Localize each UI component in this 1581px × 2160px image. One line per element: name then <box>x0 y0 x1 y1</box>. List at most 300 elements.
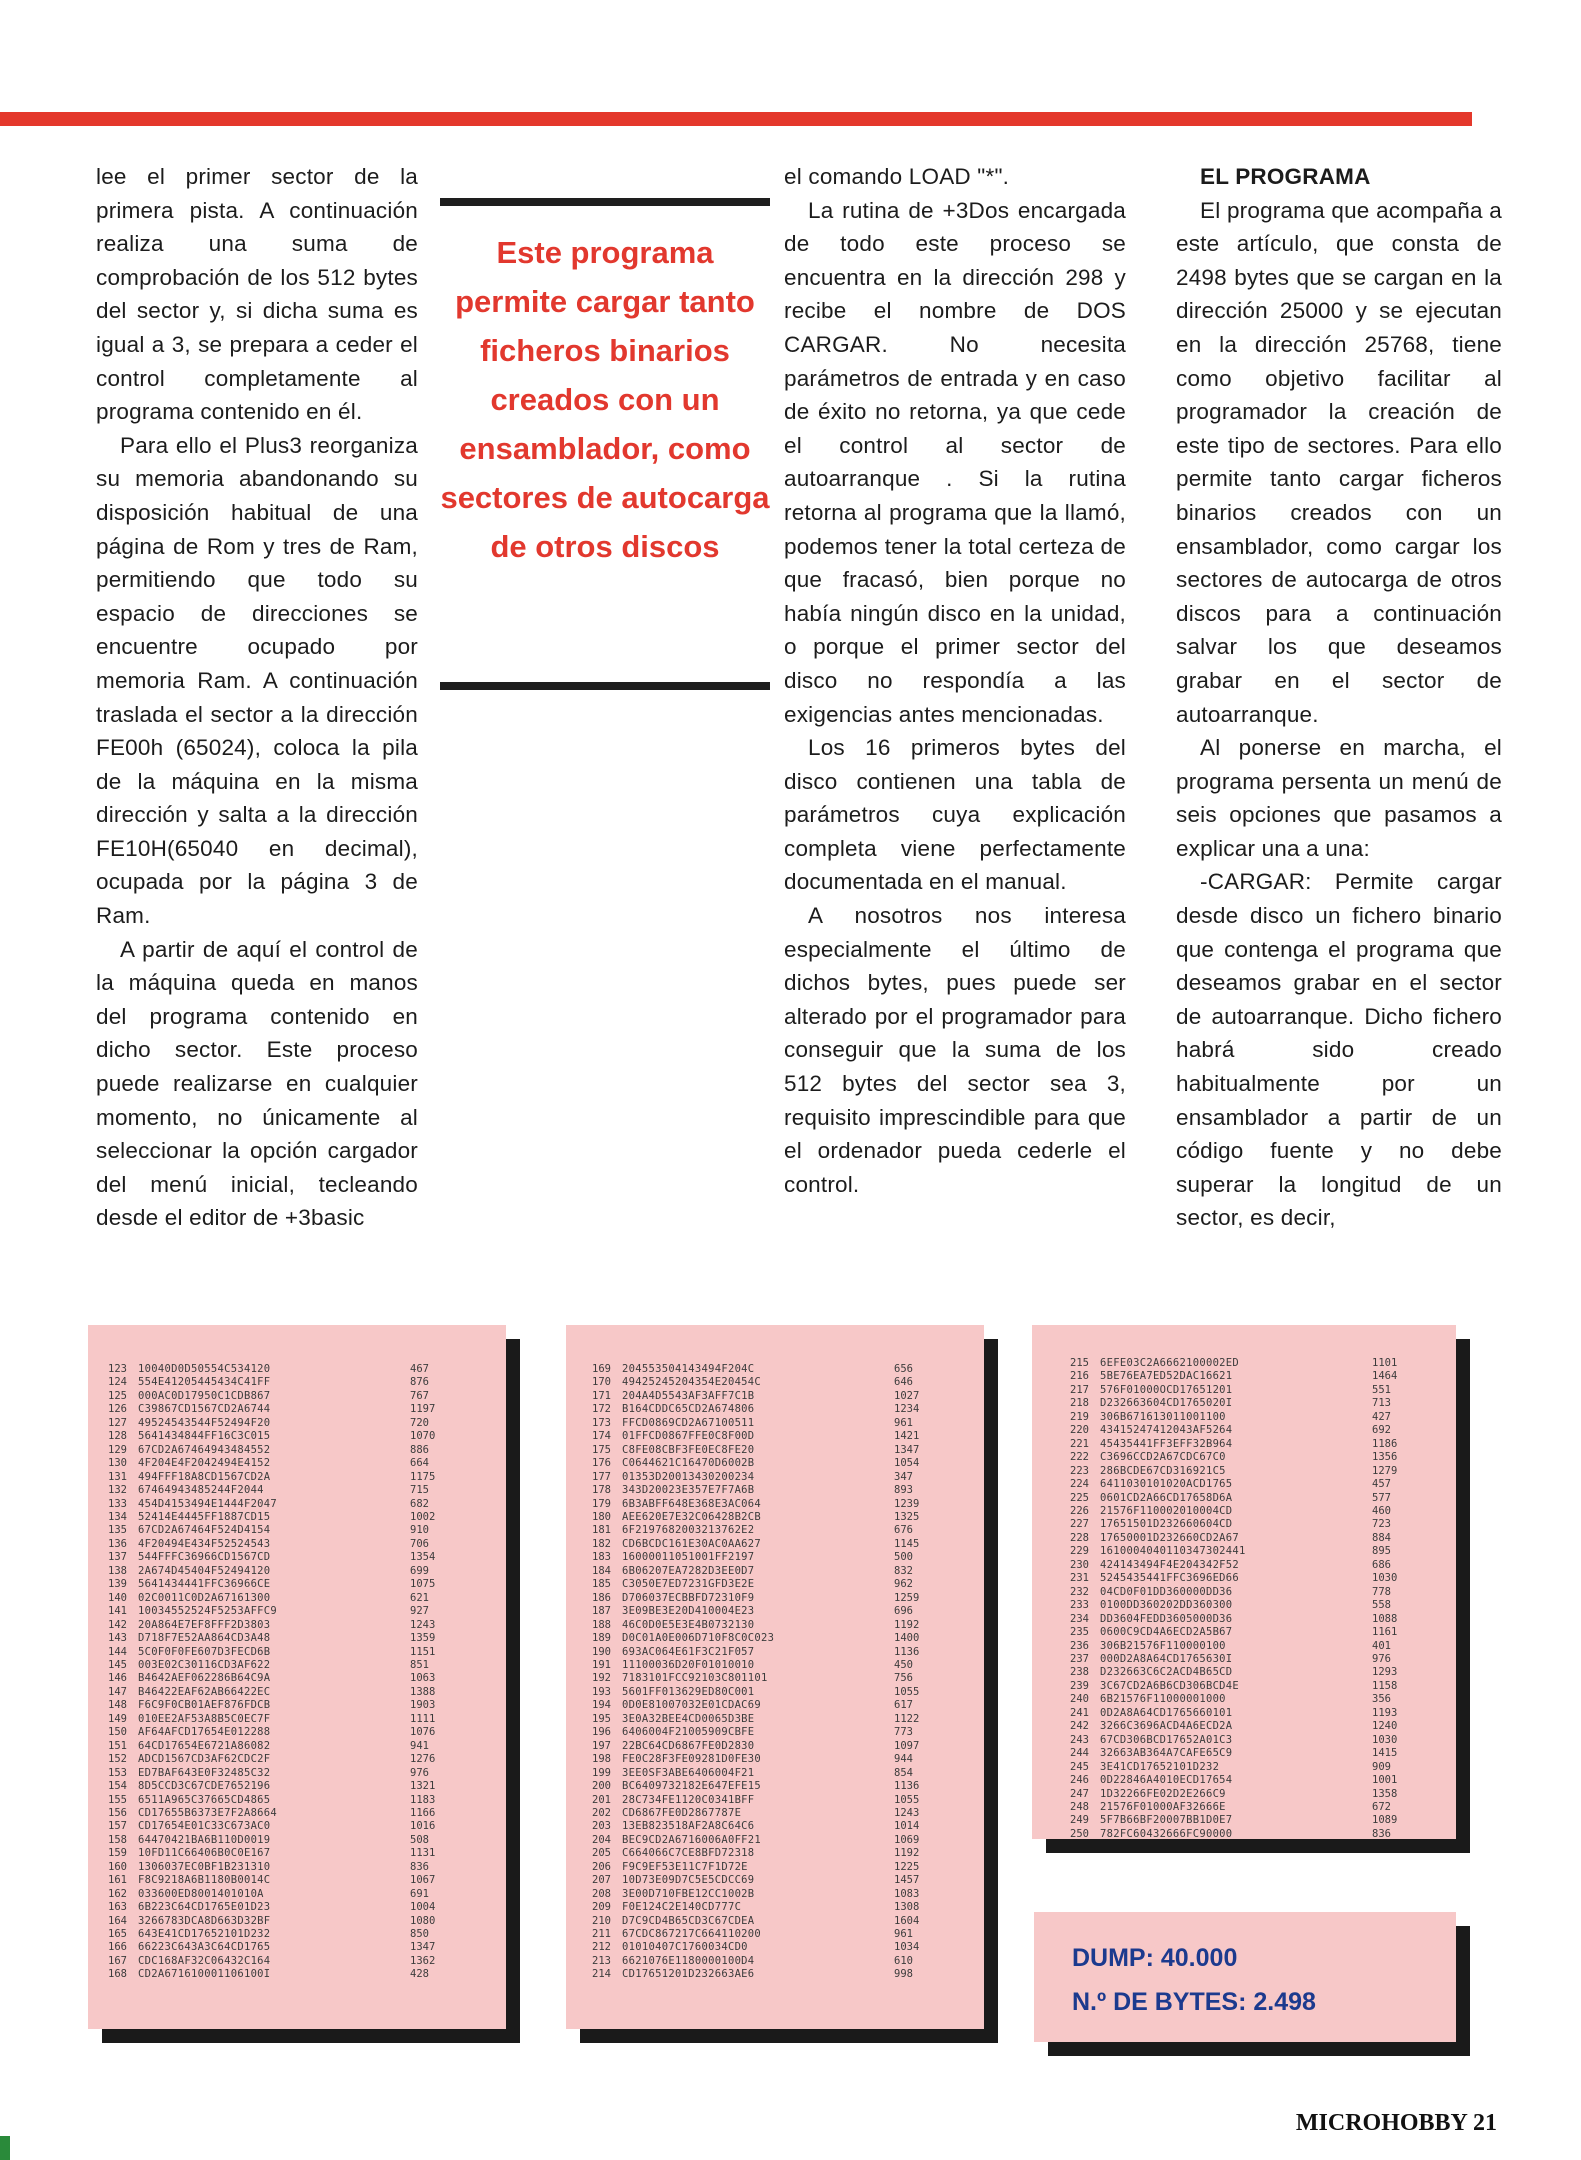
checksum: 457 <box>1372 1478 1391 1491</box>
listing-row <box>592 1430 984 1443</box>
line-number: 233 <box>1070 1599 1089 1612</box>
checksum: 577 <box>1372 1491 1391 1504</box>
listing-row <box>108 1780 506 1793</box>
checksum: 1225 <box>894 1860 920 1873</box>
line-number: 192 <box>592 1672 611 1685</box>
line-number: 207 <box>592 1874 611 1887</box>
checksum: 1054 <box>894 1457 920 1470</box>
checksum: 1101 <box>1372 1357 1398 1369</box>
checksum: 672 <box>1372 1800 1391 1813</box>
hex-bytes: 204553504143494F204C <box>622 1363 755 1375</box>
listing-row <box>108 1874 506 1887</box>
checksum: 1175 <box>410 1470 436 1483</box>
line-number: 198 <box>592 1753 611 1766</box>
listing-row <box>1070 1357 1456 1370</box>
checksum: 508 <box>410 1833 429 1846</box>
checksum: 696 <box>894 1605 913 1618</box>
checksum: 356 <box>1372 1693 1391 1706</box>
line-number: 238 <box>1070 1666 1089 1679</box>
line-number: 234 <box>1070 1612 1089 1625</box>
hex-bytes: 0100DD360202DD360300 <box>1100 1599 1233 1612</box>
hex-bytes: D232663C6C2ACD4B65CD <box>1100 1666 1233 1679</box>
line-number: 142 <box>108 1618 127 1631</box>
checksum: 450 <box>894 1658 913 1671</box>
checksum: 1016 <box>410 1820 436 1833</box>
checksum: 610 <box>894 1954 913 1967</box>
listing-row <box>592 1740 984 1753</box>
top-red-rule <box>0 112 1472 126</box>
checksum: 1243 <box>894 1806 920 1819</box>
listing-row <box>1070 1397 1456 1410</box>
checksum: 976 <box>1372 1652 1391 1665</box>
listing-row <box>108 1915 506 1928</box>
listing-row <box>1070 1424 1456 1437</box>
listing-row <box>592 1672 984 1685</box>
listing-row <box>108 1888 506 1901</box>
checksum: 851 <box>410 1658 429 1671</box>
hex-bytes: F9C9EF53E11C7F1D72E <box>622 1860 748 1873</box>
checksum: 1321 <box>410 1780 436 1793</box>
hex-bytes: 67CDC867217C664110200 <box>622 1928 762 1941</box>
listing-row <box>108 1619 506 1632</box>
hex-bytes: 67CD2A67464943484552 <box>138 1443 271 1456</box>
line-number: 209 <box>592 1901 611 1914</box>
checksum: 1088 <box>1372 1612 1398 1625</box>
listing-row <box>592 1605 984 1618</box>
hex-bytes: 5245435441FFC3696ED66 <box>1100 1572 1240 1585</box>
line-number: 188 <box>592 1618 611 1631</box>
hex-bytes: 17650001D232660CD2A67 <box>1100 1531 1240 1544</box>
listing-row <box>1070 1720 1456 1733</box>
listing-row <box>108 1632 506 1645</box>
line-number: 175 <box>592 1443 611 1456</box>
listing-row <box>108 1955 506 1968</box>
listing-row <box>1070 1559 1456 1572</box>
checksum: 1122 <box>894 1712 920 1725</box>
listing-row <box>592 1780 984 1793</box>
checksum: 1415 <box>1372 1747 1398 1760</box>
line-number: 174 <box>592 1430 611 1443</box>
line-number: 210 <box>592 1914 611 1927</box>
checksum: 1356 <box>1372 1451 1398 1464</box>
checksum: 1183 <box>410 1793 436 1806</box>
listing-row <box>108 1376 506 1389</box>
listing-row <box>108 1578 506 1591</box>
line-number: 204 <box>592 1833 611 1846</box>
hex-bytes: 3E00D710FBE12CC1002B <box>622 1887 755 1900</box>
listing-row <box>592 1686 984 1699</box>
line-number: 123 <box>108 1363 127 1375</box>
listing-row <box>1070 1532 1456 1545</box>
checksum: 1030 <box>1372 1572 1398 1585</box>
listing-row <box>592 1726 984 1739</box>
line-number: 231 <box>1070 1572 1089 1585</box>
line-number: 223 <box>1070 1464 1089 1477</box>
listing-row <box>592 1511 984 1524</box>
hex-bytes: 3266C3696ACD4A6ECD2A <box>1100 1720 1233 1733</box>
hex-bytes: D706037ECBBFD72310F9 <box>622 1591 755 1604</box>
line-number: 137 <box>108 1551 127 1564</box>
hex-bytes: AEE620E7E32C06428B2CB <box>622 1510 762 1523</box>
hex-bytes: 67464943485244F2044 <box>138 1484 264 1497</box>
line-number: 205 <box>592 1847 611 1860</box>
checksum: 1069 <box>894 1833 920 1846</box>
listing-row <box>108 1834 506 1847</box>
listing-row <box>592 1794 984 1807</box>
checksum: 1014 <box>894 1820 920 1833</box>
listing-row <box>108 1403 506 1416</box>
listing-row <box>108 1767 506 1780</box>
hex-bytes: 49524543544F52494F20 <box>138 1416 271 1429</box>
listing-row <box>108 1847 506 1860</box>
checksum: 692 <box>1372 1424 1391 1437</box>
listing-row <box>592 1659 984 1672</box>
listing-row <box>1070 1814 1456 1827</box>
hex-bytes: BC6409732182E647EFE15 <box>622 1780 762 1793</box>
listing-row <box>108 1901 506 1914</box>
line-number: 190 <box>592 1645 611 1658</box>
listing-row <box>108 1511 506 1524</box>
checksum: 1136 <box>894 1645 920 1658</box>
line-number: 135 <box>108 1524 127 1537</box>
hex-bytes: 306B671613011001100 <box>1100 1410 1226 1423</box>
checksum: 686 <box>1372 1558 1391 1571</box>
line-number: 212 <box>592 1941 611 1954</box>
listing-row <box>108 1471 506 1484</box>
checksum: 886 <box>410 1443 429 1456</box>
listing-row <box>1070 1572 1456 1585</box>
listing-row <box>592 1874 984 1887</box>
line-number: 139 <box>108 1578 127 1591</box>
line-number: 169 <box>592 1363 611 1375</box>
checksum: 1161 <box>1372 1626 1398 1639</box>
line-number: 242 <box>1070 1720 1089 1733</box>
line-number: 134 <box>108 1510 127 1523</box>
checksum: 1293 <box>1372 1666 1398 1679</box>
hex-bytes: 554E41205445434C41FF <box>138 1376 271 1389</box>
line-number: 219 <box>1070 1410 1089 1423</box>
line-number: 141 <box>108 1605 127 1618</box>
checksum: 347 <box>894 1470 913 1483</box>
listing-row <box>108 1753 506 1766</box>
listing-row <box>592 1713 984 1726</box>
checksum: 1325 <box>894 1510 920 1523</box>
line-number: 170 <box>592 1376 611 1389</box>
checksum: 646 <box>894 1376 913 1389</box>
hex-bytes: CDC168AF32C06432C164 <box>138 1954 271 1967</box>
pull-quote <box>440 198 770 690</box>
checksum: 767 <box>410 1389 429 1402</box>
checksum: 1359 <box>410 1632 436 1645</box>
checksum: 1243 <box>410 1618 436 1631</box>
paragraph: La rutina de +3Dos encargada de todo este proceso se encuentra en la dirección 298 y recibe el nombre de DOS CARGAR. No necesita parámetros de entrada y en caso de éxito no retorna, ya que cede el control al sector de autoarranque . Si la rutina retorna al programa que la llamó, podemos tener la total certeza de que fracasó, bien porque no había ningún disco en la unidad, o porque el primer sector del disco no respondía a las exigencias antes mencionadas. <box>784 197 1126 727</box>
hex-bytes: CD17651201D232663AE6 <box>622 1968 755 1981</box>
hex-bytes: C664066C7CE8BFD72318 <box>622 1847 755 1860</box>
listing-row <box>1070 1586 1456 1599</box>
checksum: 1234 <box>894 1403 920 1416</box>
checksum: 893 <box>894 1484 913 1497</box>
hex-bytes: 643E41CD17652101D232 <box>138 1928 271 1941</box>
hex-bytes: CD2A671610001106100I <box>138 1968 271 1981</box>
line-number: 211 <box>592 1928 611 1941</box>
listing-row <box>592 1901 984 1914</box>
hex-bytes: 49425245204354E20454C <box>622 1376 762 1389</box>
hex-bytes: 21576F01000AF32666E <box>1100 1800 1226 1813</box>
hex-bytes: 6F2197682003213762E2 <box>622 1524 755 1537</box>
line-number: 166 <box>108 1941 127 1954</box>
listing-row <box>592 1578 984 1591</box>
hex-bytes: 0601CD2A66CD17658D6A <box>1100 1491 1233 1504</box>
hex-bytes: C0644621C16470D6002B <box>622 1457 755 1470</box>
hex-bytes: 28C734FE1120C0341BFF <box>622 1793 755 1806</box>
listing-row <box>108 1646 506 1659</box>
byte-count: N.º DE BYTES: 2.498 <box>1072 1988 1316 2016</box>
hex-bytes: 1D32266FE02D2E266C9 <box>1100 1787 1226 1800</box>
hex-bytes: 3E41CD17652101D232 <box>1100 1760 1220 1773</box>
checksum: 1067 <box>410 1874 436 1887</box>
checksum: 1111 <box>410 1712 436 1725</box>
listing-row <box>108 1740 506 1753</box>
text-column-3 <box>784 160 1126 1201</box>
hex-bytes: ED7BAF643E0F32485C32 <box>138 1766 271 1779</box>
listing-row <box>108 1524 506 1537</box>
checksum: 1055 <box>894 1793 920 1806</box>
listing-row <box>108 1457 506 1470</box>
hex-bytes: 01353D20013430200234 <box>622 1470 755 1483</box>
checksum: 1347 <box>410 1941 436 1954</box>
checksum: 1362 <box>410 1954 436 1967</box>
paragraph: -CARGAR: Permite cargar desde disco un fichero binario que contenga el programa que deseamos grabar en el sector de autoarranque. Dicho fichero habrá sido creado habitualmente por un ensamblador a partir de un código fuente y no debe superar la longitud de un sector, es decir, <box>1176 869 1502 1231</box>
hex-bytes: 693AC064E61F3C21F057 <box>622 1645 755 1658</box>
hex-bytes: 306B21576F110000100 <box>1100 1639 1226 1652</box>
line-number: 243 <box>1070 1733 1089 1746</box>
line-number: 222 <box>1070 1451 1089 1464</box>
line-number: 249 <box>1070 1814 1089 1827</box>
line-number: 228 <box>1070 1531 1089 1544</box>
listing-row <box>592 1699 984 1712</box>
checksum: 723 <box>1372 1518 1391 1531</box>
checksum: 1001 <box>1372 1774 1398 1787</box>
listing-row <box>1070 1518 1456 1531</box>
line-number: 182 <box>592 1537 611 1550</box>
section-heading: EL PROGRAMA <box>1200 164 1371 189</box>
hex-bytes: 6B06207EA7282D3EE0D7 <box>622 1564 755 1577</box>
hex-bytes: AF64AFCD17654E012288 <box>138 1726 271 1739</box>
checksum: 617 <box>894 1699 913 1712</box>
hex-bytes: D718F7E52AA864CD3A48 <box>138 1632 271 1645</box>
hex-bytes: 3266783DCA8D663D32BF <box>138 1914 271 1927</box>
hex-bytes: 8D5CCD3C67CDE7652196 <box>138 1780 271 1793</box>
hex-bytes: 3EE0SF3ABE6406004F21 <box>622 1766 755 1779</box>
line-number: 152 <box>108 1753 127 1766</box>
pull-quote-text: Este programa permite cargar tanto ficheros binarios creados con un ensamblador, como sectores de autocarga de otros discos <box>440 235 770 564</box>
hex-bytes: CD6BCDC161E30AC0AA627 <box>622 1537 762 1550</box>
hex-bytes: BEC9CD2A6716006A0FF21 <box>622 1833 762 1846</box>
hex-bytes: 66223C643A3C64CD1765 <box>138 1941 271 1954</box>
listing-row <box>108 1726 506 1739</box>
hex-bytes: 4F204E4F2042494E4152 <box>138 1457 271 1470</box>
hex-bytes: ADCD1567CD3AF62CDC2F <box>138 1753 271 1766</box>
checksum: 1151 <box>410 1645 436 1658</box>
line-number: 237 <box>1070 1652 1089 1665</box>
line-number: 230 <box>1070 1558 1089 1571</box>
hex-bytes: 003E02C30116CD3AF622 <box>138 1658 271 1671</box>
listing-row <box>108 1968 506 1981</box>
hex-bytes: 5641434441FFC36966CE <box>138 1578 271 1591</box>
line-number: 199 <box>592 1766 611 1779</box>
hex-bytes: 544FFFC36966CD1567CD <box>138 1551 271 1564</box>
hex-listing-2 <box>566 1325 984 2029</box>
listing-row <box>1070 1640 1456 1653</box>
listing-row <box>1070 1801 1456 1814</box>
line-number: 227 <box>1070 1518 1089 1531</box>
hex-bytes: D232663604CD1765020I <box>1100 1397 1233 1410</box>
hex-bytes: 43415247412043AF5264 <box>1100 1424 1233 1437</box>
hex-bytes: F0E124C2E140CD777C <box>622 1901 742 1914</box>
listing-row <box>108 1444 506 1457</box>
hex-bytes: 5C0F0F0FE607D3FECD6B <box>138 1645 271 1658</box>
line-number: 202 <box>592 1806 611 1819</box>
checksum: 428 <box>410 1968 429 1981</box>
line-number: 186 <box>592 1591 611 1604</box>
line-number: 194 <box>592 1699 611 1712</box>
checksum: 1347 <box>894 1443 920 1456</box>
checksum: 1197 <box>410 1403 436 1416</box>
line-number: 154 <box>108 1780 127 1793</box>
hex-bytes: 20A864E7EF8FFF2D3803 <box>138 1618 271 1631</box>
paragraph: Para ello el Plus3 reorganiza su memoria abandonando su disposición habitual de una página de Rom y tres de Ram, permitiendo que todo su espacio de direcciones se encuentre ocupado por memoria Ram. A continuación traslada el sector a la dirección FE00h (65024), coloca la pila de la máquina en la misma dirección y salta a la dirección FE10H(65040 en decimal), ocupada por la página 3 de Ram. <box>96 432 418 929</box>
line-number: 151 <box>108 1739 127 1752</box>
line-number: 208 <box>592 1887 611 1900</box>
line-number: 155 <box>108 1793 127 1806</box>
line-number: 124 <box>108 1376 127 1389</box>
checksum: 551 <box>1372 1383 1391 1396</box>
line-number: 245 <box>1070 1760 1089 1773</box>
line-number: 179 <box>592 1497 611 1510</box>
pull-quote-rule-top <box>440 198 770 206</box>
listing-row <box>592 1592 984 1605</box>
listing-row <box>1070 1599 1456 1612</box>
line-number: 160 <box>108 1860 127 1873</box>
listing-row <box>1070 1505 1456 1518</box>
listing-row <box>592 1807 984 1820</box>
hex-bytes: B164CDDC65CD2A674806 <box>622 1403 755 1416</box>
checksum: 1002 <box>410 1510 436 1523</box>
hex-bytes: C3050E7ED7231GFD3E2E <box>622 1578 755 1591</box>
hex-bytes: 782FC60432666FC90000 <box>1100 1827 1233 1840</box>
hex-bytes: 6621076E1180000100D4 <box>622 1954 755 1967</box>
listing-row <box>108 1565 506 1578</box>
checksum: 961 <box>894 1416 913 1429</box>
hex-bytes: 6411030101020ACD1765 <box>1100 1478 1233 1491</box>
checksum: 1354 <box>410 1551 436 1564</box>
listing-row <box>108 1592 506 1605</box>
listing-row <box>108 1390 506 1403</box>
line-number: 164 <box>108 1914 127 1927</box>
line-number: 148 <box>108 1699 127 1712</box>
hex-bytes: 000AC0D17950C1CDB867 <box>138 1389 271 1402</box>
listing-row <box>592 1538 984 1551</box>
listing-row <box>1070 1680 1456 1693</box>
dump-address: DUMP: 40.000 <box>1072 1944 1238 1972</box>
line-number: 195 <box>592 1712 611 1725</box>
listing-row <box>592 1619 984 1632</box>
checksum: 1145 <box>894 1537 920 1550</box>
listing-row <box>1070 1465 1456 1478</box>
hex-bytes: 0D0E81007032E01CDAC69 <box>622 1699 762 1712</box>
listing-row <box>1070 1384 1456 1397</box>
line-number: 217 <box>1070 1383 1089 1396</box>
checksum: 500 <box>894 1551 913 1564</box>
listing-row <box>1070 1438 1456 1451</box>
line-number: 185 <box>592 1578 611 1591</box>
line-number: 201 <box>592 1793 611 1806</box>
listing-row <box>592 1390 984 1403</box>
listing-row <box>108 1659 506 1672</box>
line-number: 226 <box>1070 1504 1089 1517</box>
listing-row <box>1070 1451 1456 1464</box>
checksum: 1457 <box>894 1874 920 1887</box>
checksum: 1186 <box>1372 1437 1398 1450</box>
checksum: 895 <box>1372 1545 1391 1558</box>
listing-row <box>592 1861 984 1874</box>
hex-bytes: 5601FF013629ED80C001 <box>622 1685 755 1698</box>
hex-bytes: FE0C28F3FE09281D0FE30 <box>622 1753 762 1766</box>
checksum: 756 <box>894 1672 913 1685</box>
checksum: 558 <box>1372 1599 1391 1612</box>
paragraph: lee el primer sector de la primera pista. A continuación realiza una suma de comprobación de los 512 bytes del sector y, si dicha suma es igual a 3, se prepara a ceder el control completamente al programa contenido en él. <box>96 164 418 425</box>
line-number: 196 <box>592 1726 611 1739</box>
listing-row <box>108 1417 506 1430</box>
listing-row <box>592 1498 984 1511</box>
hex-bytes: 17651501D232660604CD <box>1100 1518 1233 1531</box>
hex-bytes: 3C67CD2A6B6CD306BCD4E <box>1100 1679 1240 1692</box>
line-number: 146 <box>108 1672 127 1685</box>
hex-bytes: 6EFE03C2A6662100002ED <box>1100 1357 1240 1369</box>
hex-bytes: 01FFCD0867FFE0C8F00D <box>622 1430 755 1443</box>
hex-bytes: 286BCDE67CD316921C5 <box>1100 1464 1226 1477</box>
line-number: 203 <box>592 1820 611 1833</box>
checksum: 941 <box>410 1739 429 1752</box>
hex-bytes: 11100036D20F01010010 <box>622 1658 755 1671</box>
line-number: 177 <box>592 1470 611 1483</box>
hex-bytes: 7183101FCC92103C801101 <box>622 1672 768 1685</box>
checksum: 850 <box>410 1928 429 1941</box>
line-number: 128 <box>108 1430 127 1443</box>
hex-bytes: 204A4D5543AF3AFF7C1B <box>622 1389 755 1402</box>
listing-row <box>592 1646 984 1659</box>
listing-row <box>592 1928 984 1941</box>
line-number: 168 <box>108 1968 127 1981</box>
hex-bytes: CD17654E01C33C673AC0 <box>138 1820 271 1833</box>
line-number: 244 <box>1070 1747 1089 1760</box>
checksum: 1193 <box>1372 1706 1398 1719</box>
hex-bytes: 6406004F21005909CBFE <box>622 1726 755 1739</box>
hex-bytes: 0D2A8A64CD1765660101 <box>1100 1706 1233 1719</box>
hex-bytes: 5BE76EA7ED52DAC16621 <box>1100 1370 1233 1383</box>
checksum: 773 <box>894 1726 913 1739</box>
hex-bytes: C39867CD1567CD2A6744 <box>138 1403 271 1416</box>
hex-listing-3 <box>1032 1325 1456 1839</box>
line-number: 145 <box>108 1658 127 1671</box>
checksum: 1259 <box>894 1591 920 1604</box>
hex-bytes: 45435441FF3EFF32B964 <box>1100 1437 1233 1450</box>
text-column-1 <box>96 160 418 1235</box>
line-number: 172 <box>592 1403 611 1416</box>
hex-listing-1 <box>88 1325 506 2029</box>
checksum: 1421 <box>894 1430 920 1443</box>
line-number: 224 <box>1070 1478 1089 1491</box>
